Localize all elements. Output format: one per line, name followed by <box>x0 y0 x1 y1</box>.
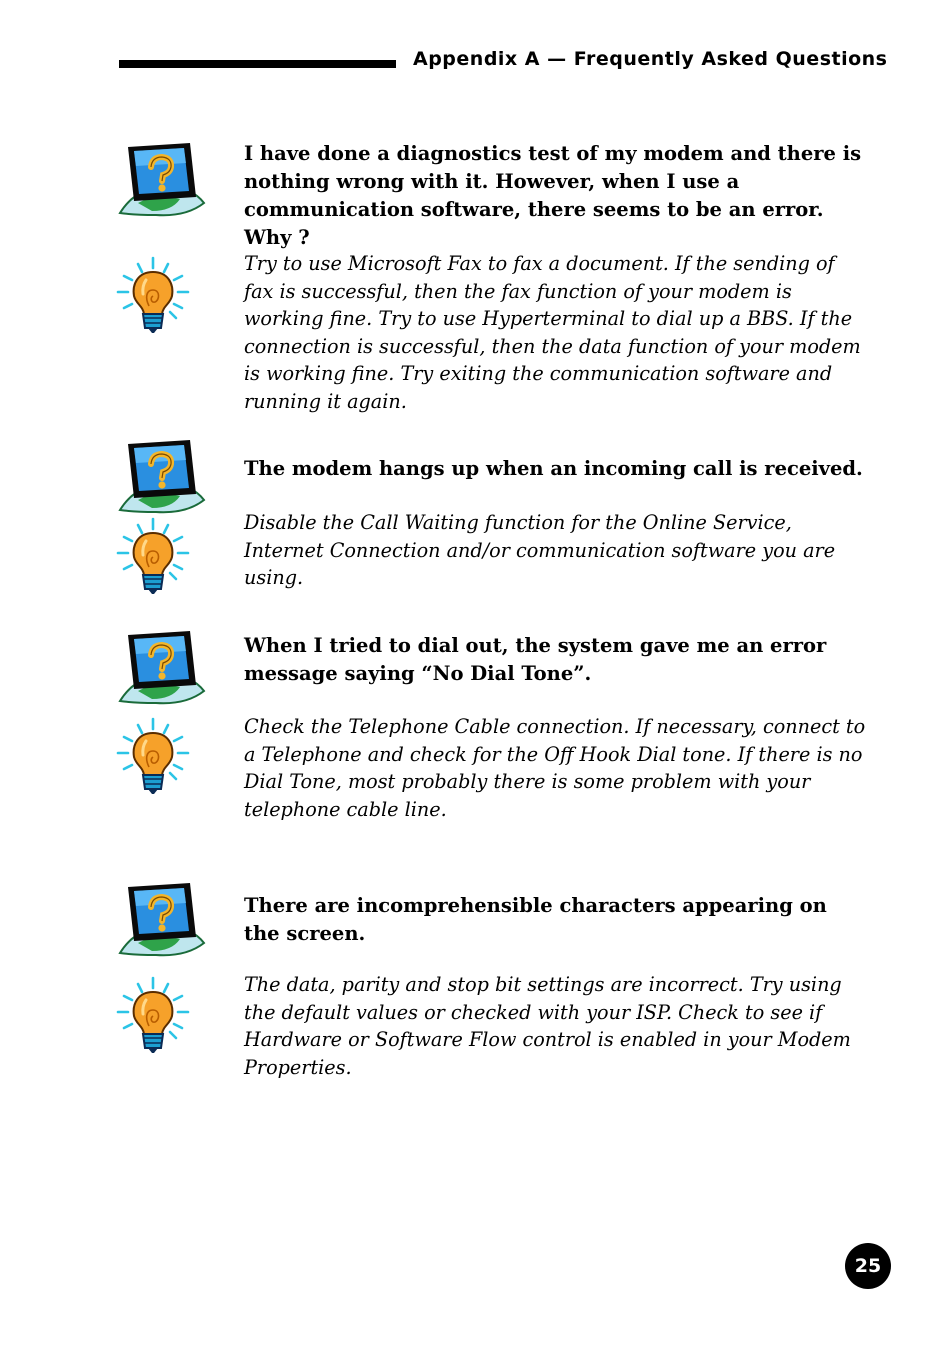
faq-answer-1: Try to use Microsoft Fax to fax a document. If the sending of fax is successful, then the fax function of your modem is working fine. Try to use Hyperterminal to dial up a BBS. If the connection is successful, then the data function of your modem is working fine. Try exiting the communication software and running it again. <box>244 252 861 413</box>
faq-answer-4: The data, parity and stop bit settings are incorrect. Try using the default values or checked with your ISP. Check to see if Hardware or Software Flow control is enabled in your Modem Properties. <box>244 973 851 1079</box>
faq-question-3: When I tried to dial out, the system gave me an error message saying “No Dial Tone”. <box>244 634 827 685</box>
question-monitor-icon <box>116 141 208 217</box>
lightbulb-icon <box>116 517 190 595</box>
faq-question-4: There are incomprehensible characters appearing on the screen. <box>244 894 827 945</box>
question-monitor-icon <box>116 629 208 705</box>
header-title: Appendix A — Frequently Asked Questions <box>413 48 888 70</box>
faq-question-1: I have done a diagnostics test of my modem and there is nothing wrong with it. However, when I use a communication software, there seems to be an error. Why ? <box>244 142 862 249</box>
faq-answer-3: Check the Telephone Cable connection. If necessary, connect to a Telephone and check for the Off Hook Dial tone. If there is no Dial Tone, most probably there is some problem with your telephone cable line. <box>244 715 866 821</box>
page-number: 25 <box>845 1243 891 1289</box>
question-monitor-icon <box>116 881 208 957</box>
lightbulb-icon <box>116 256 190 334</box>
lightbulb-icon <box>116 717 190 795</box>
faq-question-2: The modem hangs up when an incoming call is received. <box>244 457 863 480</box>
lightbulb-icon <box>116 976 190 1054</box>
faq-answer-2: Disable the Call Waiting function for the Online Service, Internet Connection and/or communication software you are using. <box>244 511 836 590</box>
question-monitor-icon <box>116 438 208 514</box>
header-rule <box>119 60 396 68</box>
